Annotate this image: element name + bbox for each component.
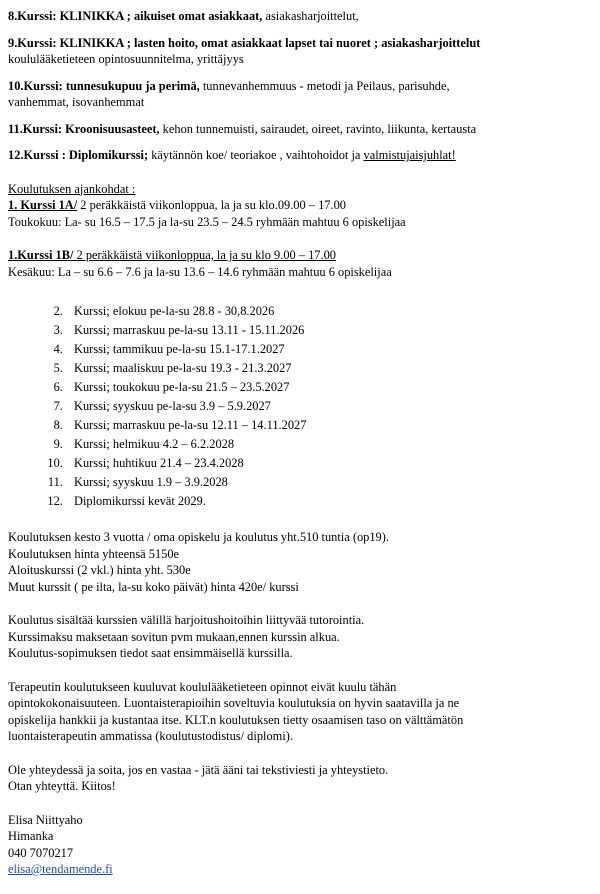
course-8-rest: asiakasharjoittelut,: [262, 9, 359, 23]
signature-block: [8, 812, 590, 878]
course-11-title: 11.Kurssi: Kroonisuusasteet,: [8, 121, 160, 136]
course-8-line: [8, 8, 590, 25]
signature-place: Himanka: [8, 829, 54, 843]
group-1b-title-rest: 2 peräkkäistä viikonloppua, la ja su klo 9.00 – 17.00: [73, 248, 336, 262]
list-item: 2. Kurssi; elokuu pe-la-su 28.8 - 30,8.2026: [66, 303, 590, 320]
course-entry-12: [8, 147, 590, 164]
signature-name: Elisa Niittyaho: [8, 812, 83, 827]
list-item: 7. Kurssi; syyskuu pe-la-su 3.9 – 5.9.2027: [66, 398, 590, 415]
spacer: [8, 240, 590, 247]
course-10-title: 10.Kurssi: tunnesukupuu ja perimä,: [8, 78, 200, 93]
note-line: Koulutus-sopimuksen tiedot saat ensimmäisellä kurssilla.: [8, 646, 293, 660]
course-12-rest: käytännön koe/ teoriakoe , vaihtohoidot ja: [148, 148, 364, 162]
spacer: [8, 174, 590, 181]
list-item: 6. Kurssi; toukokuu pe-la-su 21.5 – 23.5.2027: [66, 379, 590, 396]
course-9-line-2: koululääketieteen opintosuunnitelma, yrittäjyys: [8, 52, 244, 66]
disclaimer-line: Terapeutin koulutukseen kuuluvat koululääketieteen opinnot eivät kuulu tähän: [8, 679, 397, 694]
list-item: 8. Kurssi; marraskuu pe-la-su 12.11 – 14.11.2027: [66, 417, 590, 434]
cost-line: Aloituskurssi (2 vkl.) hinta yht. 530e: [8, 563, 191, 577]
contact-invite-line: Ole yhteydessä ja soita, jos en vastaa - jätä ääni tai tekstiviesti ja yhteystieto.: [8, 762, 389, 777]
notes-block: [8, 612, 590, 662]
cost-line: Muut kurssit ( pe ilta, la-su koko päivät) hinta 420e/ kurssi: [8, 579, 299, 594]
schedule-heading: Koulutuksen ajankohdat :: [8, 181, 136, 196]
list-item: 9. Kurssi; helmikuu 4.2 – 6.2.2028: [66, 436, 590, 453]
contact-invite-line: Otan yhteyttä. Kiitos!: [8, 779, 116, 793]
disclaimer-line: opintokokonaisuuteen. Luontaisterapioihin soveltuvia koulutuksia on hyvin saatavilla ja ne: [8, 696, 460, 710]
list-item: 11. Kurssi; syyskuu 1.9 – 3.9.2028: [66, 474, 590, 491]
course-10-rest: tunnevanhemmuus - metodi ja Peilaus, parisuhde,: [199, 78, 450, 93]
spacer: [8, 605, 590, 612]
group-1b-title: 1.Kurssi 1B/: [8, 248, 74, 262]
group-1b-title-line: [8, 247, 590, 264]
disclaimer-line: opiskelija hankkii ja kustantaa itse. KLT.n koulutuksen tietty osaamisen taso on välttämätön: [8, 712, 464, 727]
group-1b-detail: Kesäkuu: La – su 6.6 – 7.6 ja la-su 13.6 – 14.6 ryhmään mahtuu 6 opiskelijaa: [8, 264, 392, 279]
schedule-group-1a: [8, 197, 590, 230]
course-12-highlight: valmistujaisjuhlat!: [363, 148, 456, 162]
course-10-line-2: vanhemmat, isovanhemmat: [8, 95, 145, 109]
course-10-line: [8, 78, 590, 95]
schedule-heading-block: [8, 181, 590, 198]
contact-invite-block: [8, 762, 590, 795]
course-8-title: 8.Kurssi: KLINIKKA ; aikuiset omat asiakkaat,: [8, 9, 263, 23]
schedule-list: [8, 303, 590, 510]
course-11-line: [8, 121, 590, 138]
disclaimer-line: luontaisterapeutin ammatissa (koulutustodistus/ diplomi).: [8, 729, 293, 743]
signature-email[interactable]: [8, 861, 590, 878]
group-1a-title: 1. Kurssi 1A/: [8, 198, 78, 212]
group-1a-title-line: [8, 197, 590, 214]
course-9-title: 9.Kurssi: KLINIKKA ; lasten hoito, omat asiakkaat lapset tai nuoret ; asiakasharjoittelut: [8, 35, 481, 50]
disclaimer-block: [8, 679, 590, 745]
course-12-title: 12.Kurssi : Diplomikurssi;: [8, 148, 149, 162]
list-item: 4. Kurssi; tammikuu pe-la-su 15.1-17.1.2027: [66, 341, 590, 358]
spacer: [8, 512, 590, 529]
cost-line: Koulutuksen kesto 3 vuotta / oma opiskelu ja koulutus yht.510 tuntia (op19).: [8, 530, 389, 544]
course-entry-9: [8, 35, 590, 68]
group-1a-detail: Toukokuu: La- su 16.5 – 17.5 ja la-su 23.5 – 24.5 ryhmään mahtuu 6 opiskelijaa: [8, 214, 406, 229]
course-9-line: [8, 35, 590, 52]
group-1a-title-rest: 2 peräkkäistä viikonloppua, la ja su klo.09.00 – 17.00: [77, 198, 346, 212]
note-line: Kurssimaksu maksetaan sovitun pvm mukaan,ennen kurssin alkua.: [8, 629, 340, 644]
spacer: [8, 755, 590, 762]
spacer: [8, 805, 590, 812]
course-11-rest: kehon tunnemuisti, sairaudet, oireet, ravinto, liikunta, kertausta: [159, 121, 477, 136]
schedule-group-1b: [8, 247, 590, 280]
spacer: [8, 672, 590, 679]
course-12-line: [8, 147, 590, 164]
list-item: 10. Kurssi; huhtikuu 21.4 – 23.4.2028: [66, 455, 590, 472]
course-entry-10: [8, 78, 590, 111]
email-link[interactable]: elisa@tendamende.fi: [8, 862, 113, 876]
course-entry-8: [8, 8, 590, 25]
list-item: 5. Kurssi; maaliskuu pe-la-su 19.3 - 21.3.2027: [66, 360, 590, 377]
spacer: [8, 290, 590, 303]
course-entry-11: [8, 121, 590, 138]
signature-phone: 040 7070217: [8, 845, 74, 860]
note-line: Koulutus sisältää kurssien välillä harjoitushoitoihin liittyvää tutorointia.: [8, 613, 365, 627]
costs-block: [8, 529, 590, 595]
list-item: 12. Diplomikurssi kevät 2029.: [66, 493, 590, 510]
list-item: 3. Kurssi; marraskuu pe-la-su 13.11 - 15.11.2026: [66, 322, 590, 339]
cost-line: Koulutuksen hinta yhteensä 5150e: [8, 546, 180, 561]
